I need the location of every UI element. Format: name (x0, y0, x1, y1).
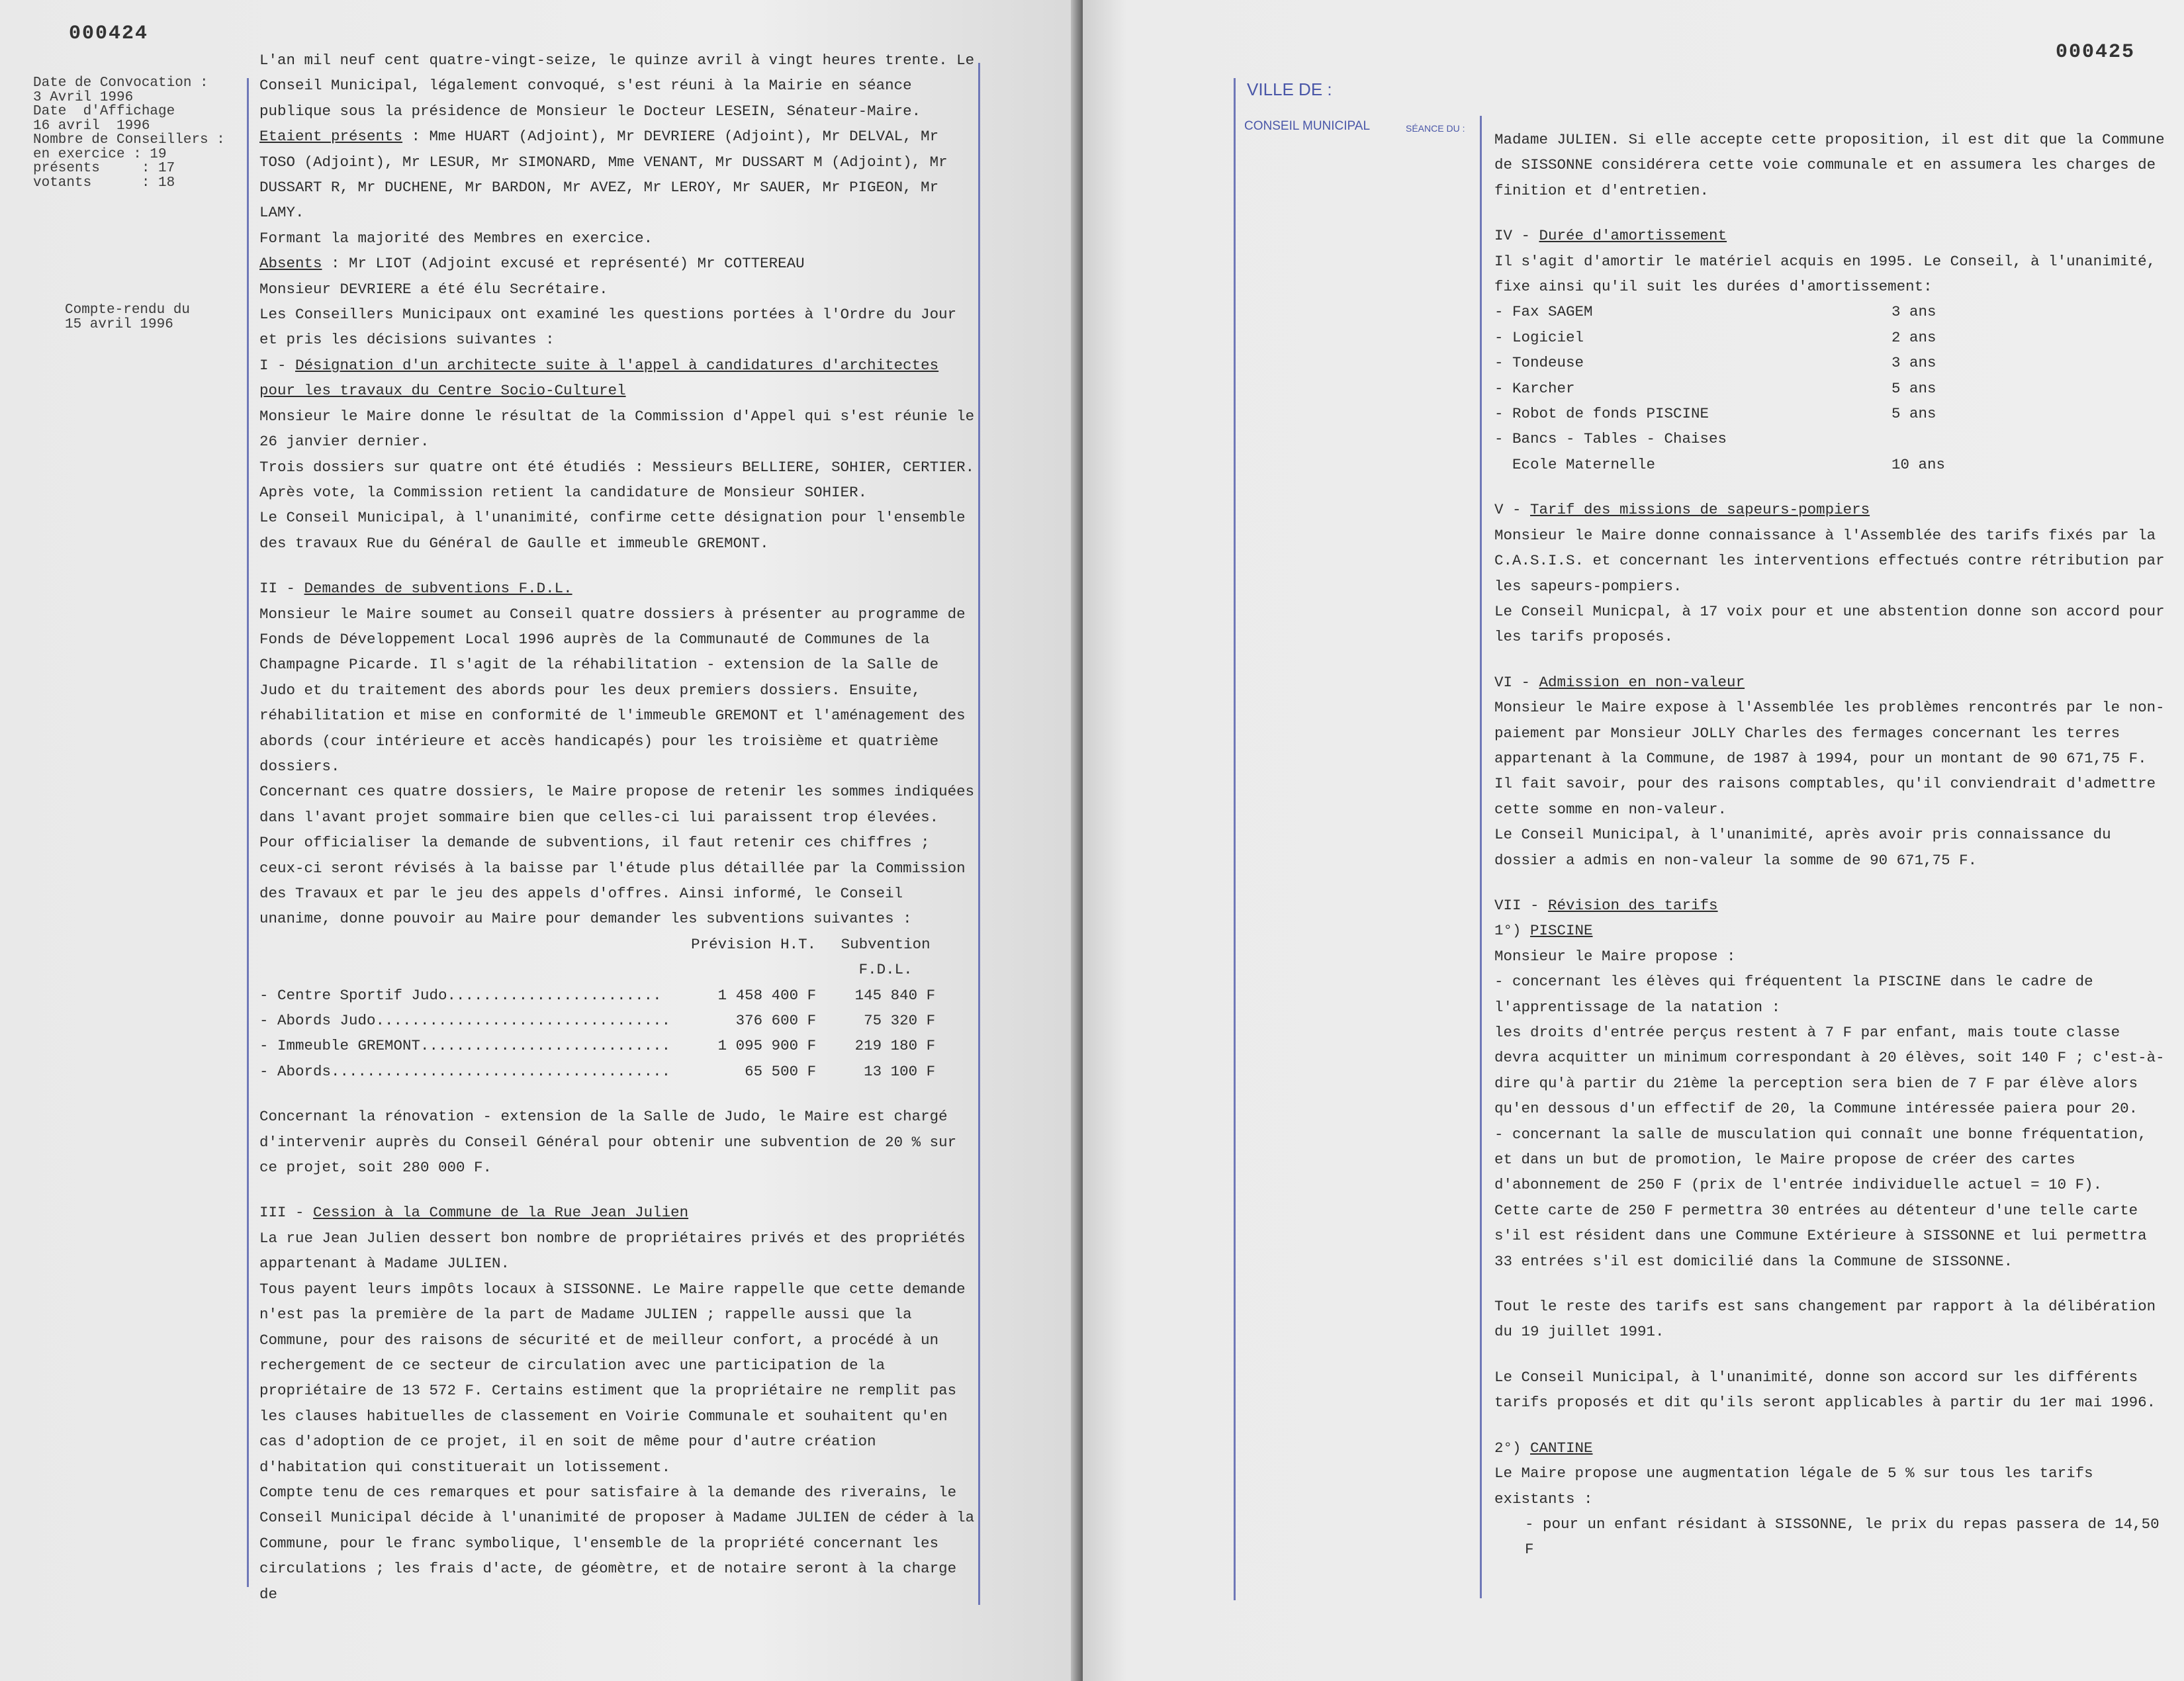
table-row (259, 1033, 935, 1058)
section-1-heading (259, 353, 981, 404)
margin-rule-left (1234, 78, 1236, 1600)
section-5-heading (1494, 497, 2169, 522)
section-2-paragraph: Monsieur le Maire soumet au Conseil quatre dossiers à présenter au programme de Fonds de Développement Local 1996 auprès de la Communauté de Communes de la Champagne Picarde. Il s'agit de la réhabilitation - extension de la Salle de Judo et du traitement des abords pour les deux premiers dossiers. Ensuite, réhabilitation et mise en conformité de l'immeuble GREMONT et l'aménagement des abords (cour intérieure et accès handicapés) pour les troisième et quatrième dossiers. (259, 605, 966, 775)
section-7-number: VII - (1494, 896, 1549, 914)
row-label: - Centre Sportif Judo........................ (259, 986, 662, 1004)
continuation-paragraph: Madame JULIEN. Si elle accepte cette proposition, il est dit que la Commune de SISSONNE considérera cette voie communale et en assumera les charges de finition et d'entretien. (1494, 131, 2165, 199)
amort-item: - Bancs - Tables - Chaises (1494, 430, 1727, 448)
table-row (1494, 325, 1945, 350)
section-2-title: Demandes de subventions F.D.L. (304, 580, 572, 598)
section-1-paragraph: Après vote, la Commission retient la candidature de Monsieur SOHIER. (259, 483, 868, 501)
section-5-number: V - (1494, 501, 1531, 519)
reste-tarifs-paragraph: Tout le reste des tarifs est sans changement par rapport à la délibération du 19 juillet 1991. (1494, 1298, 2156, 1341)
amort-item: - Fax SAGEM (1494, 303, 1593, 321)
left-page-body (259, 48, 981, 1607)
amortissement-table (1494, 299, 1945, 477)
amort-duree: 3 ans (1891, 303, 1936, 321)
absents-label: Absents (259, 255, 322, 273)
header-conseil-municipal: CONSEIL MUNICIPAL (1244, 119, 1371, 133)
row-label: - Abords Judo................................. (259, 1012, 671, 1030)
amort-duree: 5 ans (1891, 405, 1936, 423)
section-5-title: Tarif des missions de sapeurs-pompiers (1530, 501, 1870, 519)
cantine-number: 2°) (1494, 1439, 1531, 1457)
section-1-paragraph: Monsieur le Maire donne le résultat de la Commission d'Appel qui s'est réunie le 26 janvier dernier. (259, 407, 975, 451)
section-1-title: Désignation d'un architecte suite à l'appel à candidatures d'architectes pour les travaux du Centre Socio-Culturel (259, 356, 939, 400)
fdl-subventions-table (259, 932, 935, 1084)
amort-item: - Karcher (1494, 379, 1575, 397)
row-prevision: 65 500 F (745, 1062, 817, 1080)
piscine-paragraph: les droits d'entrée perçus restent à 7 F par enfant, mais toute classe devra acquitter un minimum correspondant à 20 élèves, soit 140 F ; c'est-à-dire qu'à partir du 21ème la perception sera bien de 7 F par élève alors qu'en dessous d'un effectif de 20, la Commune intéressée paiera pour 20. (1494, 1024, 2165, 1118)
piscine-title: PISCINE (1530, 922, 1593, 940)
section-4-heading (1494, 223, 2169, 248)
ordre-du-jour: Les Conseillers Municipaux ont examiné les questions portées à l'Ordre du Jour et pris les décisions suivantes : (259, 306, 957, 349)
margin-rule-right (1480, 116, 1482, 1598)
section-6-title: Admission en non-valeur (1539, 673, 1745, 691)
right-page (1083, 0, 2184, 1681)
section-3-paragraph: La rue Jean Julien dessert bon nombre de propriétaires privés et des propriétés appartenant à Madame JULIEN. (259, 1229, 966, 1273)
section-4-title: Durée d'amortissement (1539, 227, 1727, 245)
intro-paragraph: L'an mil neuf cent quatre-vingt-seize, le quinze avril à vingt heures trente. Le Conseil Municipal, légalement convoqué, s'est réuni à la Mairie en séance publique sous la présidence de Monsieur le Docteur LESEIN, Sénateur-Maire. (259, 52, 975, 120)
section-2-number: II - (259, 580, 304, 598)
left-page (0, 0, 1080, 1681)
section-3-paragraph: Compte tenu de ces remarques et pour satisfaire à la demande des riverains, le Conseil Municipal décide à l'unanimité de proposer à Madame JULIEN de céder à la Commune, pour le franc symbolique, l'ensemble de la propriété concernant les circulations ; les frais d'acte, de géomètre, et de notaire seront à la charge de (259, 1483, 975, 1603)
row-subvention: 145 840 F (854, 986, 936, 1004)
cantine-heading (1494, 1435, 2169, 1461)
header-fdl: F.D.L. (858, 961, 913, 979)
table-header-row (259, 957, 935, 982)
section-6-paragraph: Il fait savoir, pour des raisons comptables, qu'il conviendrait d'admettre cette somme en non-valeur. (1494, 775, 2156, 818)
absents-list: : Mr LIOT (Adjoint excusé et représenté) Mr COTTEREAU (322, 255, 805, 273)
section-6-heading (1494, 670, 2169, 695)
presents-paragraph (259, 124, 981, 226)
row-subvention: 13 100 F (864, 1062, 936, 1080)
amort-item: - Logiciel (1494, 328, 1584, 346)
row-prevision: 1 458 400 F (717, 986, 817, 1004)
presents-label: Etaient présents (259, 128, 403, 146)
header-subvention: Subvention (841, 935, 931, 953)
page-number: 000425 (2056, 41, 2136, 64)
piscine-heading (1494, 918, 2169, 943)
table-row (259, 983, 935, 1008)
section-7-title: Révision des tarifs (1548, 896, 1718, 914)
table-header-row (259, 932, 935, 957)
table-row (1494, 350, 1945, 375)
amort-duree: 5 ans (1891, 379, 1936, 397)
amort-duree (1891, 426, 1945, 451)
secretaire-line: Monsieur DEVRIERE a été élu Secrétaire. (259, 280, 608, 298)
piscine-paragraph: - concernant la salle de musculation qui connaît une bonne fréquentation, et dans un but de promotion, le Maire propose de créer des cartes d'abonnement de 250 F (prix de l'entrée individuelle actuel = 10 F). (1494, 1125, 2147, 1194)
section-5-paragraph: Monsieur le Maire donne connaissance à l'Assemblée des tarifs fixés par la C.A.S.I.S. et concernant les interventions effectués contre rétribution par les sapeurs-pompiers. (1494, 526, 2165, 595)
row-subvention: 75 320 F (864, 1012, 936, 1030)
piscine-paragraph: - concernant les élèves qui fréquentent la PISCINE dans le cadre de l'apprentissage de la natation : (1494, 973, 2093, 1016)
section-2-heading (259, 576, 981, 601)
section-2-paragraph: Concernant ces quatre dossiers, le Maire propose de retenir les sommes indiquées dans l'avant projet sommaire bien que celles-ci lui paraissent trop élevées. Pour officialiser la demande de subventions, il faut retenir ces chiffres ; ceux-ci seront révisés à la baisse par l'étude plus détaillée par la Commission des Travaux et par le jeu des appels d'offres. Ainsi informé, le Conseil unanime, donne pouvoir au Maire pour demander les subventions suivantes : (259, 783, 975, 928)
piscine-number: 1°) (1494, 922, 1531, 940)
accord-tarifs-paragraph: Le Conseil Municipal, à l'unanimité, donne son accord sur les différents tarifs proposés et dit qu'ils seront applicables à partir du 1er mai 1996. (1494, 1368, 2156, 1412)
amort-duree: 10 ans (1891, 455, 1946, 473)
section-3-title: Cession à la Commune de la Rue Jean Julien (313, 1204, 689, 1222)
amort-item: - Tondeuse (1494, 354, 1584, 372)
section-2-conclusion: Concernant la rénovation - extension de la Salle de Judo, le Maire est chargé d'intervenir auprès du Conseil Général pour obtenir une subvention de 20 % sur ce projet, soit 280 000 F. (259, 1108, 957, 1177)
table-row (1494, 401, 1945, 426)
header-ville: VILLE DE : (1247, 79, 1332, 99)
page-number: 000424 (69, 23, 149, 45)
margin-rule-left (247, 78, 249, 1587)
table-row (259, 1008, 935, 1033)
header-prevision: Prévision H.T. (691, 935, 817, 953)
section-1-paragraph: Trois dossiers sur quatre ont été étudiés : Messieurs BELLIERE, SOHIER, CERTIER. (259, 458, 975, 476)
convocation-margin-notes: Date de Convocation : 3 Avril 1996 Date d'Affichage 16 avril 1996 Nombre de Conseillers : en exercice : 19 présents : 17 votants : 18 (33, 75, 225, 191)
cantine-title: CANTINE (1530, 1439, 1593, 1457)
table-row (1494, 376, 1945, 401)
cantine-item: - pour un enfant résidant à SISSONNE, le prix du repas passera de 14,50 F (1525, 1515, 2160, 1559)
table-row (1494, 452, 1945, 477)
section-5-paragraph: Le Conseil Municpal, à 17 voix pour et une abstention donne son accord pour les tarifs proposés. (1494, 602, 2165, 646)
right-page-body (1494, 127, 2169, 1563)
amort-duree: 3 ans (1891, 354, 1936, 372)
section-3-heading (259, 1200, 981, 1225)
row-label: - Immeuble GREMONT............................ (259, 1037, 671, 1055)
section-6-number: VI - (1494, 673, 1539, 691)
header-seance: SÉANCE DU : (1406, 123, 1465, 134)
section-1-paragraph: Le Conseil Municipal, à l'unanimité, confirme cette désignation pour l'ensemble des travaux Rue du Général de Gaulle et immeuble GREMONT. (259, 509, 966, 552)
section-3-number: III - (259, 1204, 314, 1222)
piscine-paragraph: Monsieur le Maire propose : (1494, 947, 1736, 965)
section-7-heading (1494, 893, 2169, 918)
section-6-paragraph: Le Conseil Municipal, à l'unanimité, après avoir pris connaissance du dossier a admis en non-valeur la somme de 90 671,75 F. (1494, 826, 2111, 869)
row-prevision: 1 095 900 F (717, 1037, 817, 1055)
section-3-paragraph: Tous payent leurs impôts locaux à SISSONNE. Le Maire rappelle que cette demande n'est pas la première de la part de Madame JULIEN ; rappelle aussi que la Commune, pour des raisons de sécurité et de meilleur confort, a procédé à un rechergement de ce secteur de circulation avec une participation de la propriétaire de 13 572 F. Certains estiment que la propriétaire ne remplit pas les clauses habituelles de classement en Voirie Communale et souhaitent qu'en cas d'adoption de ce projet, il en soit de même pour d'autre création d'habitation qui constituerait un lotissement. (259, 1280, 966, 1476)
section-1-number: I - (259, 356, 296, 374)
section-4-paragraph: Il s'agit d'amortir le matériel acquis en 1995. Le Conseil, à l'unanimité, fixe ainsi qu'il suit les durées d'amortissement: (1494, 252, 2156, 296)
row-label: - Abords...................................... (259, 1062, 671, 1080)
compte-rendu-note: Compte-rendu du 15 avril 1996 (65, 302, 191, 332)
piscine-paragraph: Cette carte de 250 F permettra 30 entrées au détenteur d'une telle carte s'il est résident dans une Commune Extérieure à SISSONNE et lui permettra 33 entrées s'il est domicilié dans la Commune de SISSONNE. (1494, 1201, 2147, 1270)
amort-item: Ecole Maternelle (1494, 455, 1656, 473)
amort-duree: 2 ans (1891, 328, 1936, 346)
row-subvention: 219 180 F (854, 1037, 936, 1055)
section-4-number: IV - (1494, 227, 1539, 245)
row-prevision: 376 600 F (735, 1012, 817, 1030)
majorite-line: Formant la majorité des Membres en exercice. (259, 229, 653, 247)
presents-list: : Mme HUART (Adjoint), Mr DEVRIERE (Adjoint), Mr DELVAL, Mr TOSO (Adjoint), Mr LESUR, Mr SIMONARD, Mme VENANT, Mr DUSSART M (Adjoint), Mr DUSSART R, Mr DUCHENE, Mr BARDON, Mr AVEZ, Mr LEROY, Mr SAUER, Mr PIGEON, Mr LAMY. (259, 128, 948, 222)
table-row (259, 1059, 935, 1084)
table-row (1494, 299, 1945, 324)
table-row (1494, 426, 1945, 451)
section-6-paragraph: Monsieur le Maire expose à l'Assemblée les problèmes rencontrés par le non-paiement par Monsieur JOLLY Charles des fermages concernant les terres appartenant à la Commune, de 1987 à 1994, pour un montant de 90 671,75 F. (1494, 699, 2165, 767)
absents-paragraph (259, 251, 981, 276)
cantine-paragraph: Le Maire propose une augmentation légale de 5 % sur tous les tarifs existants : (1494, 1465, 2093, 1508)
amort-item: - Robot de fonds PISCINE (1494, 405, 1709, 423)
